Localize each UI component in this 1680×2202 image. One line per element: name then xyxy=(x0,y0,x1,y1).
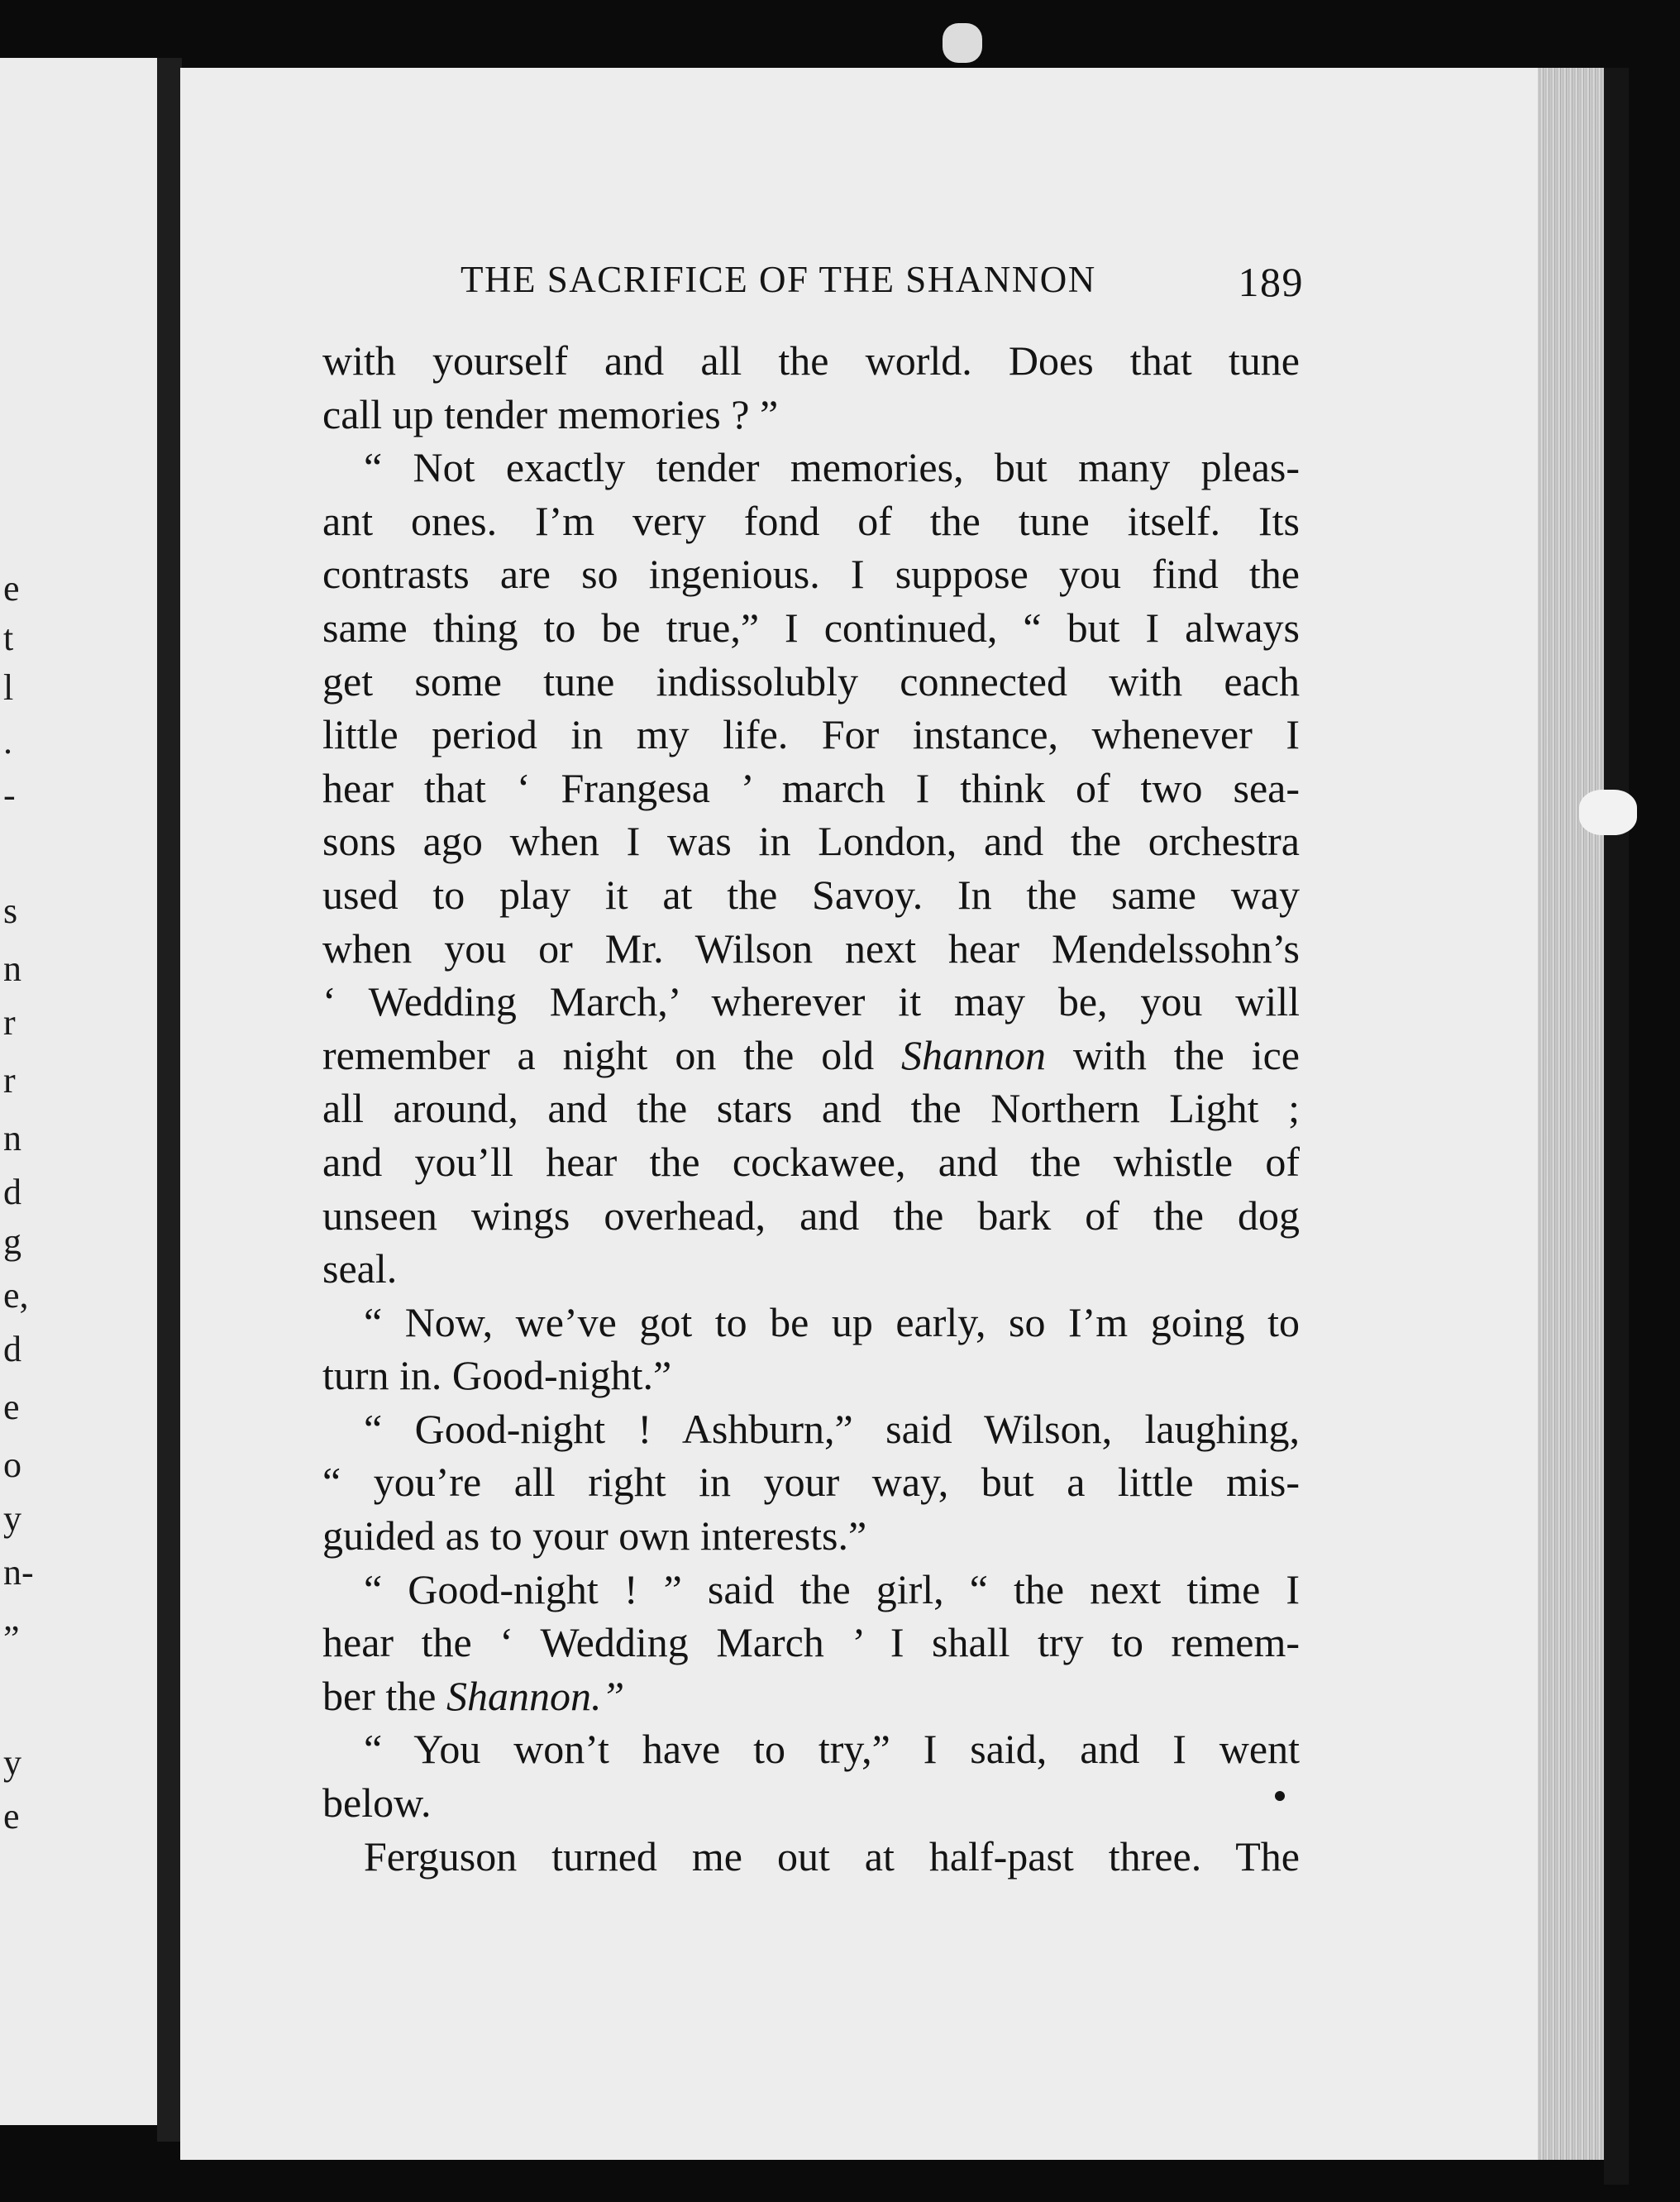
text-line-content: “ Not exactly tender memories, but many pleas- xyxy=(364,444,1300,491)
text-line-content: below. xyxy=(322,1779,432,1827)
text-line-content: turn in. Good-night.” xyxy=(322,1352,672,1399)
text-line-content: call up tender memories ? ” xyxy=(322,390,779,437)
running-title: THE SACRIFICE OF THE SHANNON xyxy=(461,259,1096,300)
left-page-fragment: e xyxy=(3,1387,20,1427)
text-line-content: contrasts are so ingenious. I suppose you find the xyxy=(322,551,1300,598)
text-line xyxy=(322,1669,1300,1723)
text-line xyxy=(322,1189,1300,1243)
text-line-content: “ You won’t have to try,” I said, and I went xyxy=(364,1726,1300,1773)
text-line-content: when you or Mr. Wilson next hear Mendelssohn’s xyxy=(322,924,1300,972)
left-page-fragment: e, xyxy=(3,1275,29,1316)
left-page-fragment: s xyxy=(3,891,18,931)
left-page-text-fragments xyxy=(0,58,157,2125)
text-line xyxy=(322,494,1300,548)
text-line-content: ‘ Wedding March,’ wherever it may be, you will xyxy=(322,978,1300,1025)
left-page-fragment: y xyxy=(3,1498,21,1539)
left-page-fragment: ” xyxy=(3,1618,20,1659)
left-page-fragment: o xyxy=(3,1445,21,1485)
left-page-fragment: e xyxy=(3,568,20,609)
left-page-fragment: r xyxy=(3,1060,16,1101)
text-line-content: used to play it at the Savoy. In the same way xyxy=(322,871,1300,918)
text-line xyxy=(322,762,1300,815)
text-line-content: guided as to your own interests.” xyxy=(322,1512,867,1560)
text-line xyxy=(322,1349,1300,1402)
body-text xyxy=(322,334,1300,1883)
text-line xyxy=(322,547,1300,601)
page-number: 189 xyxy=(1238,259,1304,305)
text-line-content: with the ice xyxy=(1046,1031,1300,1078)
text-line xyxy=(322,601,1300,655)
left-page-fragment: n- xyxy=(3,1552,34,1593)
text-line-content: ber the xyxy=(322,1672,446,1719)
text-line-content: all around, and the stars and the Northern Light ; xyxy=(322,1085,1300,1132)
text-line xyxy=(322,1563,1300,1617)
text-line-content: “ Good-night ! Ashburn,” said Wilson, laughing, xyxy=(364,1405,1300,1452)
italic-ship-name: Shannon.” xyxy=(446,1672,625,1719)
text-line xyxy=(322,1616,1300,1669)
text-line xyxy=(322,922,1300,976)
left-page-fragment: - xyxy=(3,775,16,815)
left-page-fragment: e xyxy=(3,1796,20,1837)
left-page-fragment: y xyxy=(3,1742,21,1783)
text-line xyxy=(322,868,1300,922)
text-line xyxy=(322,1776,1300,1830)
running-header xyxy=(461,258,1304,309)
text-line xyxy=(322,1135,1300,1189)
text-line-content: and you’ll hear the cockawee, and the whistle of xyxy=(322,1138,1300,1185)
left-page-fragment: d xyxy=(3,1329,21,1369)
text-line-content: little period in my life. For instance, whenever I xyxy=(322,711,1300,758)
text-line-content: “ Good-night ! ” said the girl, “ the next time I xyxy=(364,1565,1300,1612)
section-end-mark xyxy=(1275,1791,1285,1801)
text-line-content: Ferguson turned me out at half-past three. The xyxy=(364,1832,1300,1880)
text-line xyxy=(322,1082,1300,1135)
text-line xyxy=(322,1509,1300,1563)
text-line xyxy=(322,1296,1300,1349)
text-line xyxy=(322,975,1300,1029)
left-page-fragment: . xyxy=(3,721,12,762)
text-line-content: hear that ‘ Frangesa ’ march I think of two sea- xyxy=(322,764,1300,811)
text-line-content: ant ones. I’m very fond of the tune itself. Its xyxy=(322,497,1300,544)
left-page-fragment: g xyxy=(3,1221,21,1262)
text-line-content: same thing to be true,” I continued, “ but I always xyxy=(322,604,1300,651)
text-line-content: “ you’re all right in your way, but a little mis- xyxy=(322,1459,1300,1506)
left-page-fragment: n xyxy=(3,948,21,989)
text-line xyxy=(322,814,1300,868)
text-line-content: seal. xyxy=(322,1245,398,1292)
text-line xyxy=(322,1242,1300,1296)
text-line-content: remembеr a night on the old xyxy=(322,1031,902,1078)
page-stack-edges xyxy=(1538,68,1604,2160)
text-line xyxy=(322,1029,1300,1082)
text-line-content: get some tune indissolubly connected with each xyxy=(322,657,1300,705)
text-line xyxy=(322,1402,1300,1456)
left-page-fragment: l xyxy=(3,667,14,708)
text-line xyxy=(322,708,1300,762)
text-line xyxy=(322,388,1300,442)
text-line-content: “ Now, we’ve got to be up early, so I’m going to xyxy=(364,1298,1300,1345)
text-line-content: hear the ‘ Wedding March ’ I shall try to remem- xyxy=(322,1619,1300,1666)
page-edge-shadow xyxy=(1604,68,1629,2185)
left-page-fragment: r xyxy=(3,1002,16,1043)
text-line xyxy=(322,1455,1300,1509)
text-line xyxy=(322,334,1300,388)
text-line xyxy=(322,655,1300,709)
paper-blot xyxy=(1579,790,1637,835)
paper-blot xyxy=(943,23,982,63)
text-line xyxy=(322,1830,1300,1884)
left-page-fragment: d xyxy=(3,1172,21,1212)
left-page-edge xyxy=(0,58,169,2125)
text-line-content: sons ago when I was in London, and the orchestra xyxy=(322,818,1300,865)
text-line xyxy=(322,1722,1300,1776)
book-gutter xyxy=(157,58,182,2142)
text-line-content: with yourself and all the world. Does that tune xyxy=(322,337,1300,384)
text-line xyxy=(322,441,1300,494)
text-line-content: unseen wings overhead, and the bark of the dog xyxy=(322,1192,1300,1239)
left-page-fragment: n xyxy=(3,1118,21,1158)
italic-ship-name: Shannon xyxy=(901,1031,1047,1078)
left-page-fragment: t xyxy=(3,618,14,658)
